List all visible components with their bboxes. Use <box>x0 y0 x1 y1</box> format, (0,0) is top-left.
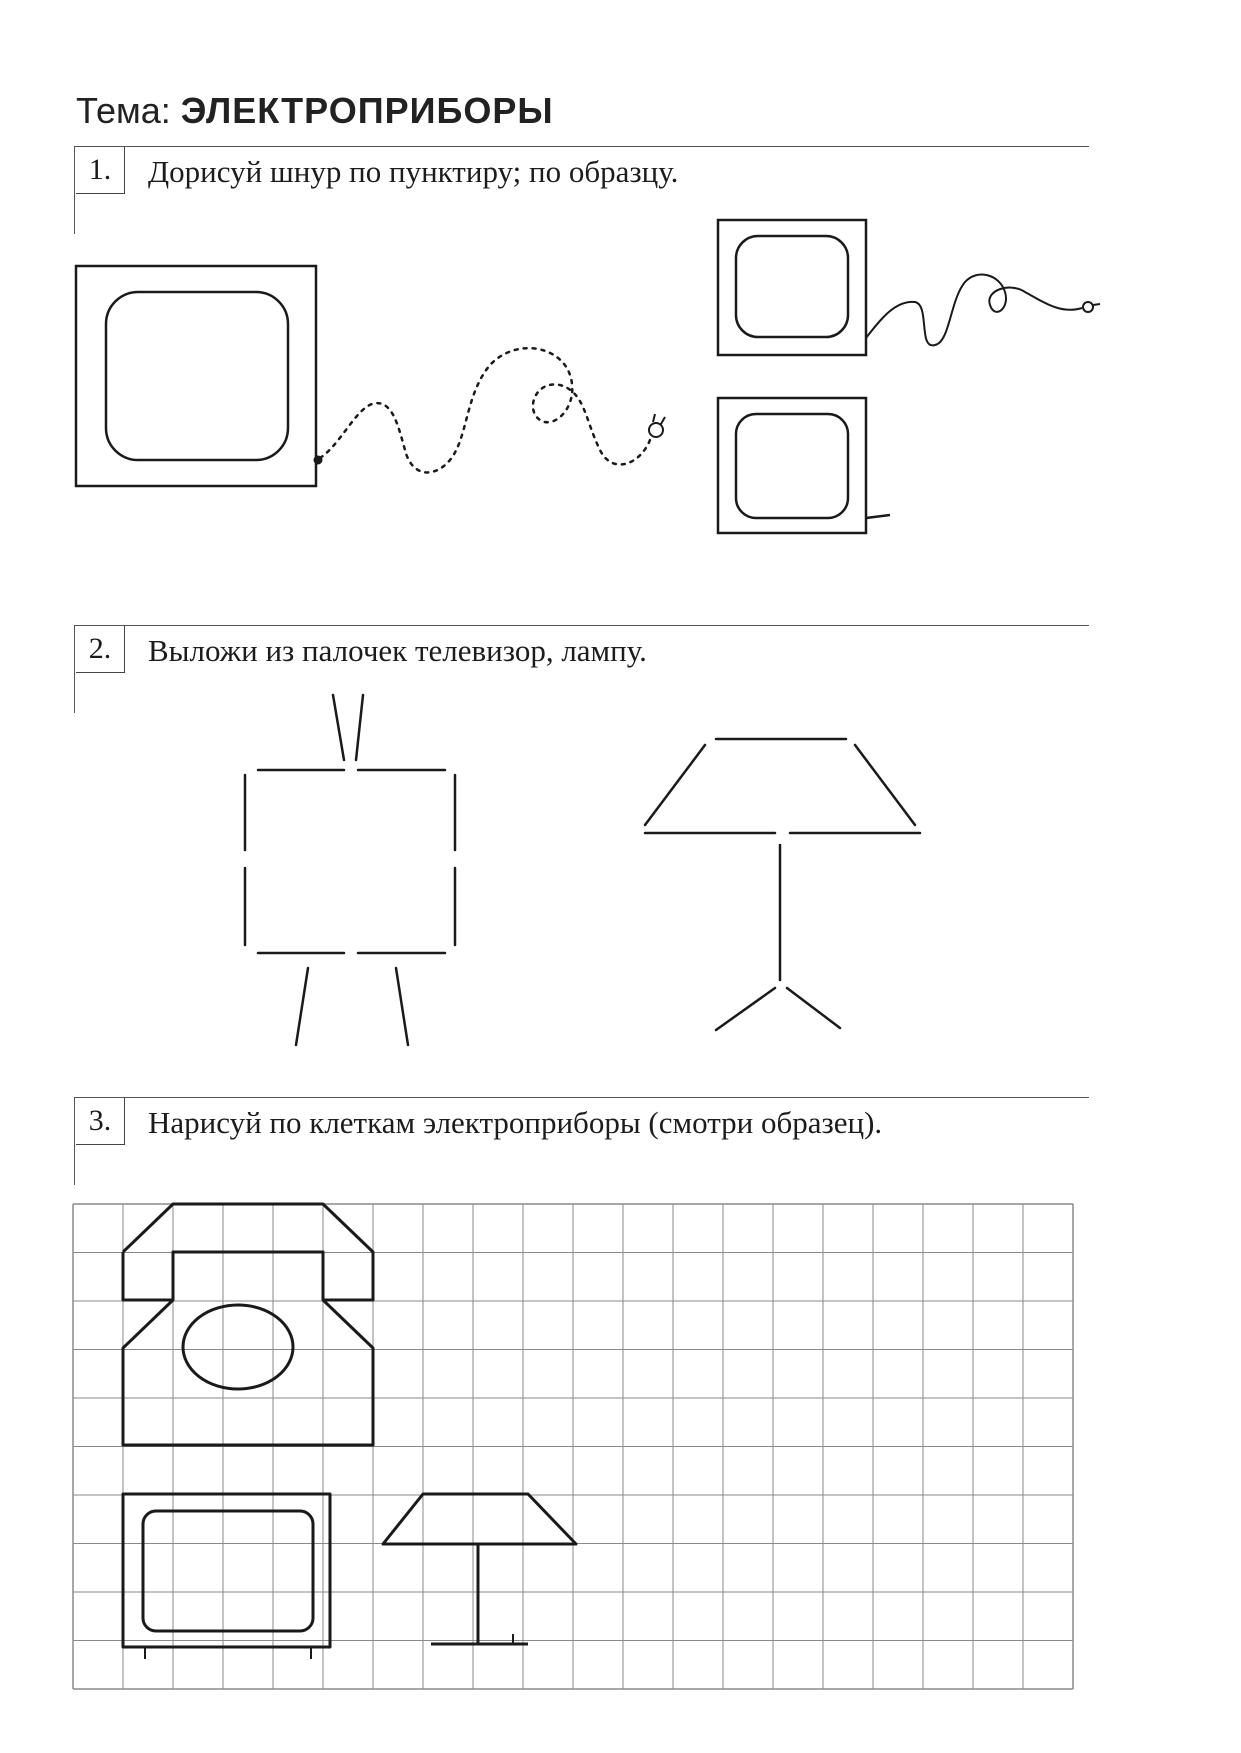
task-3-number: 3. <box>76 1098 125 1145</box>
grid-sample-drawings <box>123 1204 576 1659</box>
task-3-rule <box>74 1097 1089 1098</box>
task-3-instruction: Нарисуй по клеткам электроприборы (смотри образец). <box>148 1105 883 1140</box>
task-1-number: 1. <box>76 147 125 194</box>
task-3-vrule <box>74 1097 75 1185</box>
stick-lamp <box>645 739 920 1030</box>
task-1-instruction: Дорисуй шнур по пунктиру; по образцу. <box>148 154 679 189</box>
drawing-grid[interactable] <box>73 1204 1073 1689</box>
sample-tv <box>123 1494 330 1659</box>
stick-tv <box>245 695 455 1045</box>
task-2-number: 2. <box>76 626 125 673</box>
topic-prefix: Тема: <box>76 90 171 131</box>
task-2-instruction: Выложи из палочек телевизор, лампу. <box>148 633 647 668</box>
sample-telephone <box>123 1204 373 1445</box>
topic-title: ЭЛЕКТРОПРИБОРЫ <box>180 90 554 131</box>
sample-lamp <box>383 1494 576 1644</box>
